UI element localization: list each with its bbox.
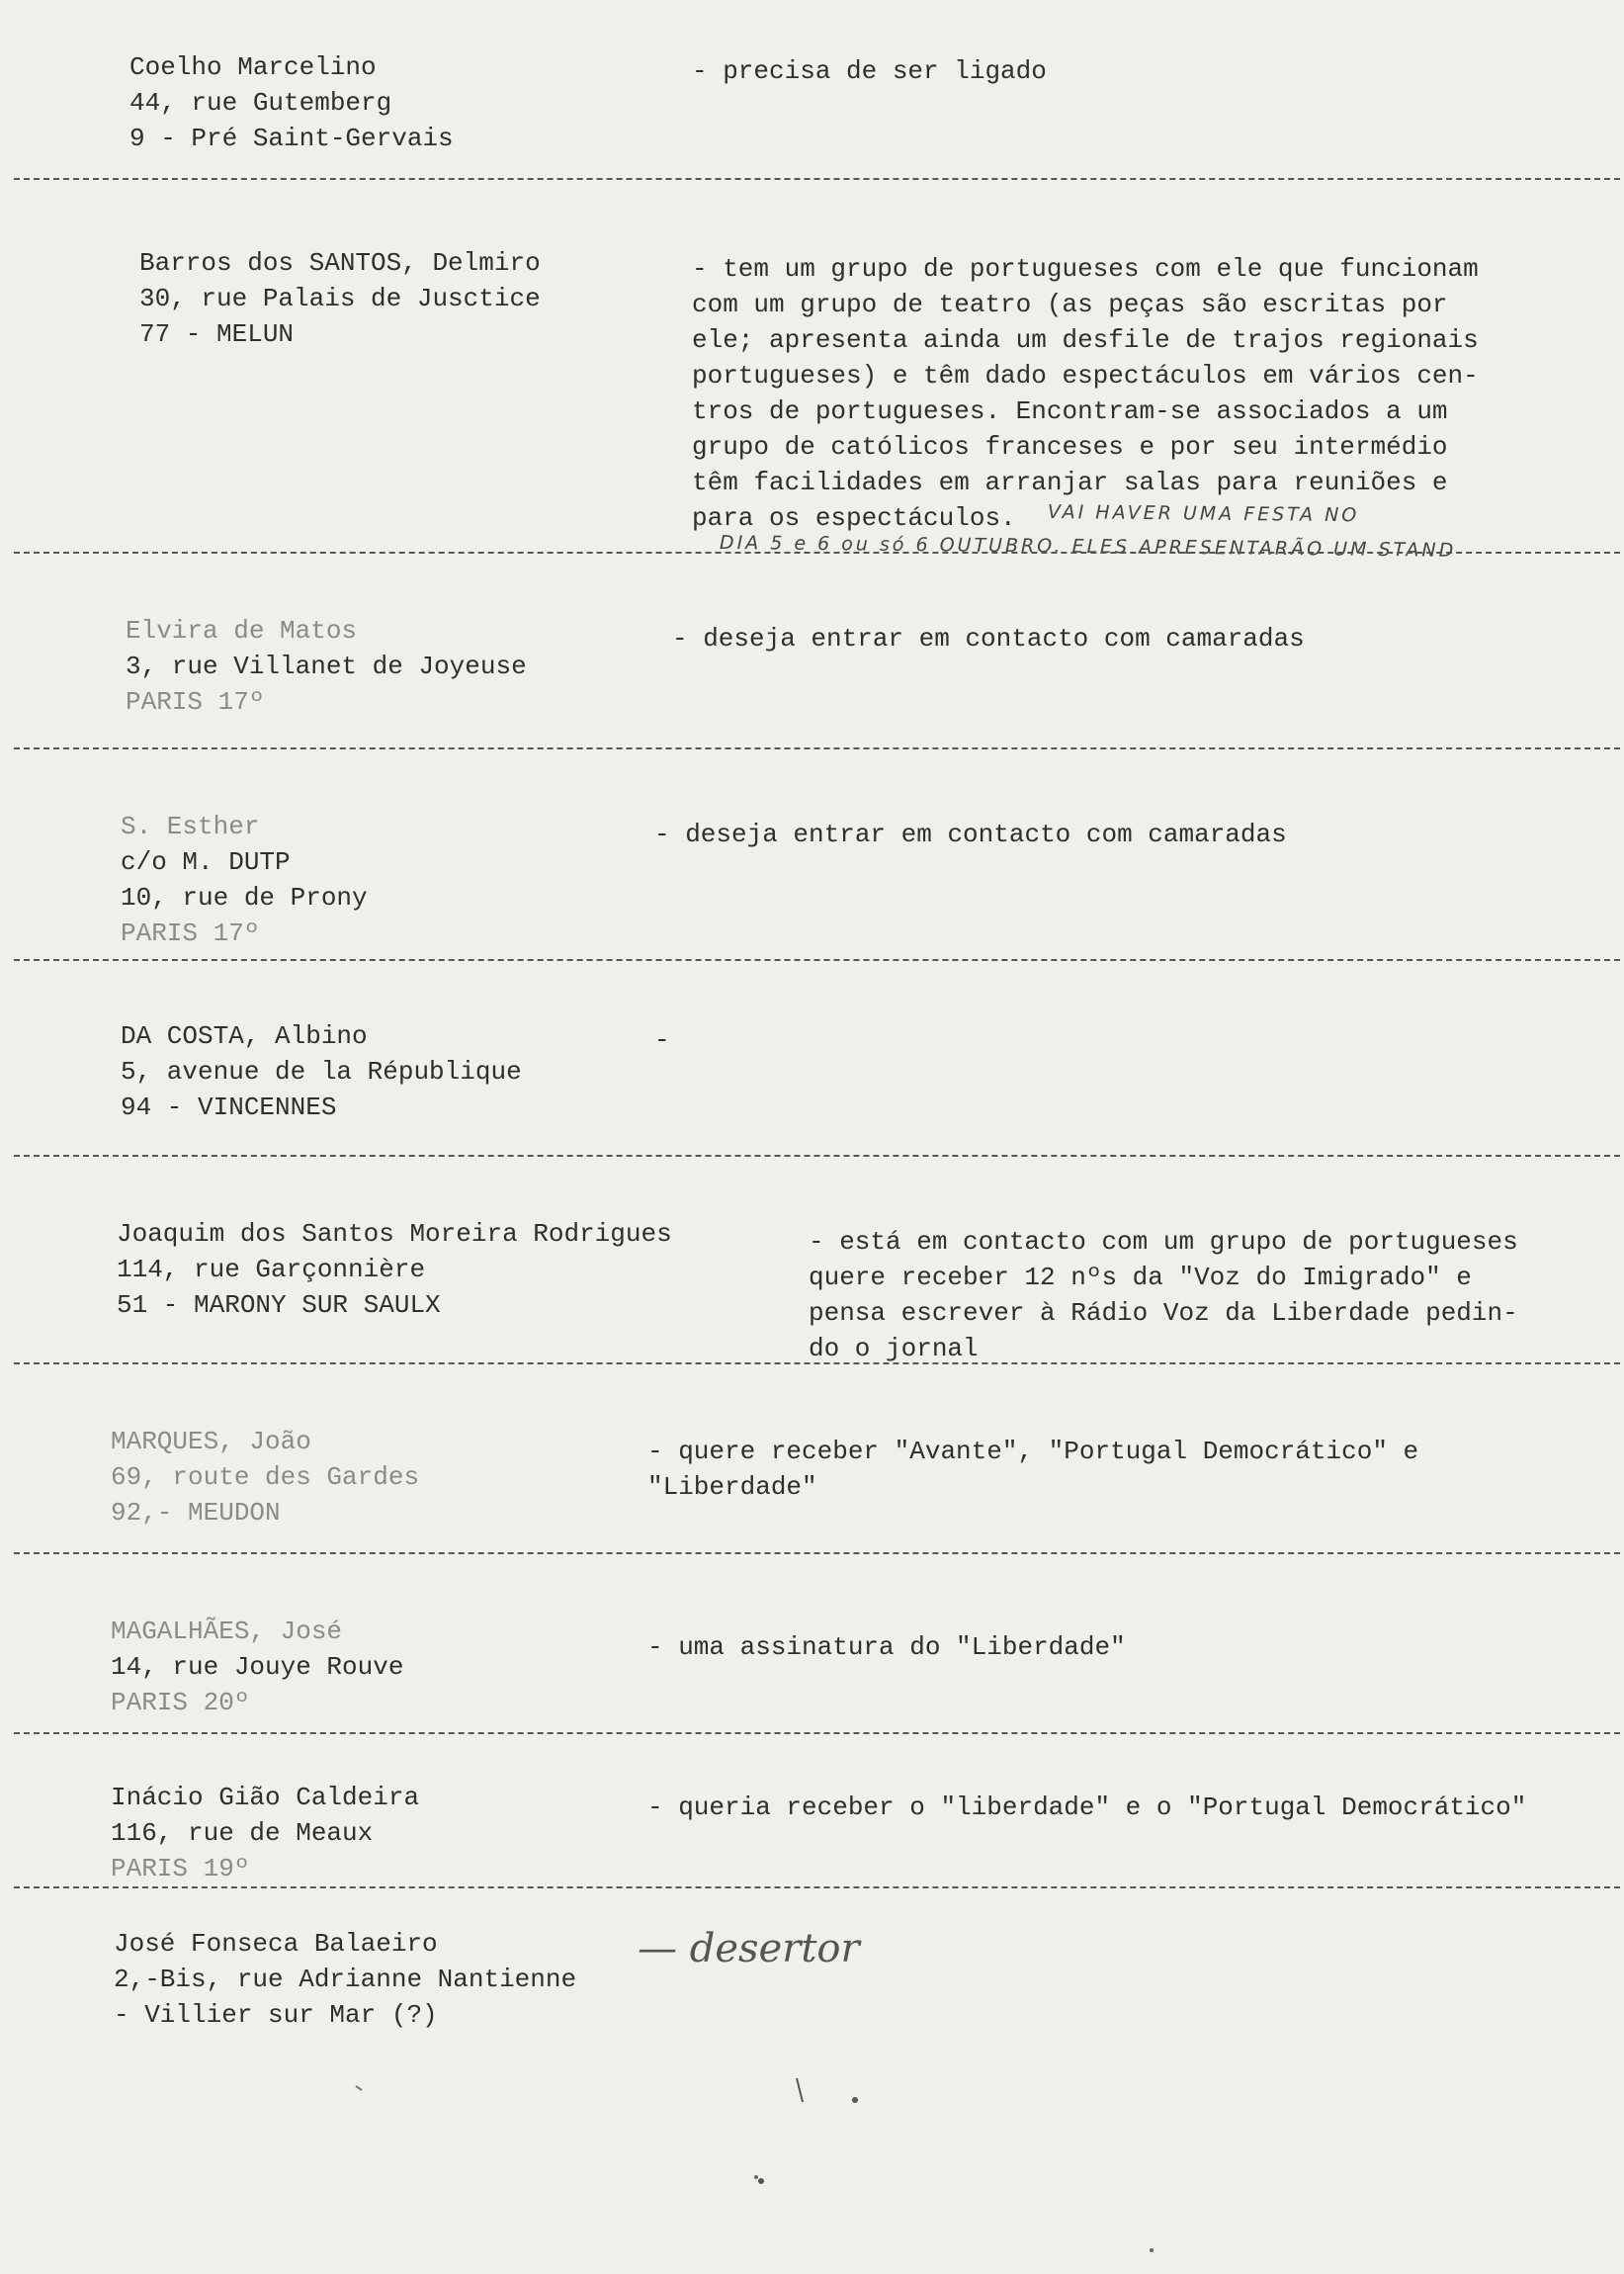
- contact-city: 9 - Pré Saint-Gervais: [129, 124, 454, 153]
- divider: [14, 1732, 1620, 1734]
- contact-note: - deseja entrar em contacto com camaradas: [654, 820, 1287, 849]
- contact-note: - quere receber "Avante", "Portugal Democrático" e "Liberdade": [647, 1437, 1419, 1502]
- contact-street: 116, rue de Meaux: [111, 1818, 374, 1848]
- contact-note: -: [654, 1025, 670, 1055]
- handwritten-note: — desertor: [638, 1926, 860, 1971]
- divider: [14, 1155, 1620, 1157]
- contact-note: - precisa de ser ligado: [692, 56, 1047, 86]
- contact-street: 30, rue Palais de Jusctice: [139, 284, 541, 313]
- divider: [14, 178, 1620, 180]
- address-block: [139, 245, 541, 352]
- contact-note: - está em contacto com um grupo de portugueses quere receber 12 nºs da "Voz do Imigrado" e pensa escrever à Rádio Voz da Liberdade pedin- do o jornal: [809, 1227, 1518, 1363]
- contact-city: - Villier sur Mar (?): [114, 2000, 438, 2030]
- divider: [14, 1886, 1620, 1888]
- contact-name: Barros dos SANTOS, Delmiro: [139, 248, 541, 278]
- contact-city: PARIS 20º: [111, 1688, 250, 1717]
- contact-street: 10, rue de Prony: [121, 883, 368, 913]
- contact-name: Inácio Gião Caldeira: [111, 1783, 420, 1812]
- contact-city: PARIS 17º: [126, 687, 265, 717]
- contact-street: 3, rue Villanet de Joyeuse: [126, 652, 527, 681]
- divider: [14, 1362, 1620, 1364]
- contact-street: 14, rue Jouye Rouve: [111, 1652, 404, 1682]
- address-block: [117, 1216, 672, 1323]
- divider: [14, 747, 1620, 749]
- contact-note: - uma assinatura do "Liberdade": [647, 1632, 1126, 1662]
- address-block: [129, 49, 454, 156]
- address-block: [111, 1614, 403, 1720]
- contact-care-of: c/o M. DUTP: [121, 847, 291, 877]
- address-block: [111, 1780, 419, 1886]
- contact-street: 69, route des Gardes: [111, 1462, 420, 1492]
- contact-city: 77 - MELUN: [139, 319, 295, 349]
- contact-name: José Fonseca Balaeiro: [114, 1929, 438, 1959]
- address-block: [126, 613, 527, 720]
- divider: [14, 1552, 1620, 1554]
- handwritten-note-line-1: VAI HAVER UMA FESTA NO: [1047, 501, 1360, 527]
- contact-note: - queria receber o "liberdade" e o "Portugal Democrático": [647, 1793, 1527, 1822]
- divider: [14, 959, 1620, 961]
- paper-speckles: [0, 2056, 1624, 2274]
- contact-name: Joaquim dos Santos Moreira Rodrigues: [117, 1219, 672, 1249]
- contact-city: PARIS 17º: [121, 918, 260, 948]
- contact-street: 114, rue Garçonnière: [117, 1255, 426, 1284]
- handwritten-note-line-2: DIA 5 e 6 ou só 6 OUTUBRO. ELES APRESENTARÃO UM STAND: [719, 532, 1457, 562]
- address-block: [114, 1926, 576, 2033]
- contact-note: - deseja entrar em contacto com camaradas: [672, 624, 1305, 654]
- contact-name: Elvira de Matos: [126, 616, 358, 646]
- address-block: [121, 809, 368, 951]
- contact-name: DA COSTA, Albino: [121, 1021, 368, 1051]
- contact-city: 51 - MARONY SUR SAULX: [117, 1290, 441, 1320]
- contact-city: 92,- MEUDON: [111, 1498, 281, 1528]
- contact-name: MARQUES, João: [111, 1427, 311, 1456]
- address-block: [111, 1424, 419, 1531]
- contact-name: S. Esther: [121, 812, 260, 841]
- contact-city: PARIS 19º: [111, 1854, 250, 1883]
- contact-street: 5, avenue de la République: [121, 1057, 522, 1087]
- contact-note: - tem um grupo de portugueses com ele que funcionam com um grupo de teatro (as peças são escritas por ele; apresenta ainda um desfile de trajos regionais portugueses) e têm dado espectáculos em vários cen- tros de portugueses. Encontram-se associados a um grupo de católicos franceses e por seu intermédio têm facilidades em arranjar salas para reuniões e para os espectáculos.: [692, 254, 1479, 533]
- divider: [14, 552, 1620, 554]
- contact-name: Coelho Marcelino: [129, 52, 377, 82]
- address-block: [121, 1018, 522, 1125]
- contact-name: MAGALHÃES, José: [111, 1617, 343, 1646]
- contact-street: 2,-Bis, rue Adrianne Nantienne: [114, 1965, 577, 1994]
- contact-street: 44, rue Gutemberg: [129, 88, 392, 118]
- contact-city: 94 - VINCENNES: [121, 1093, 337, 1122]
